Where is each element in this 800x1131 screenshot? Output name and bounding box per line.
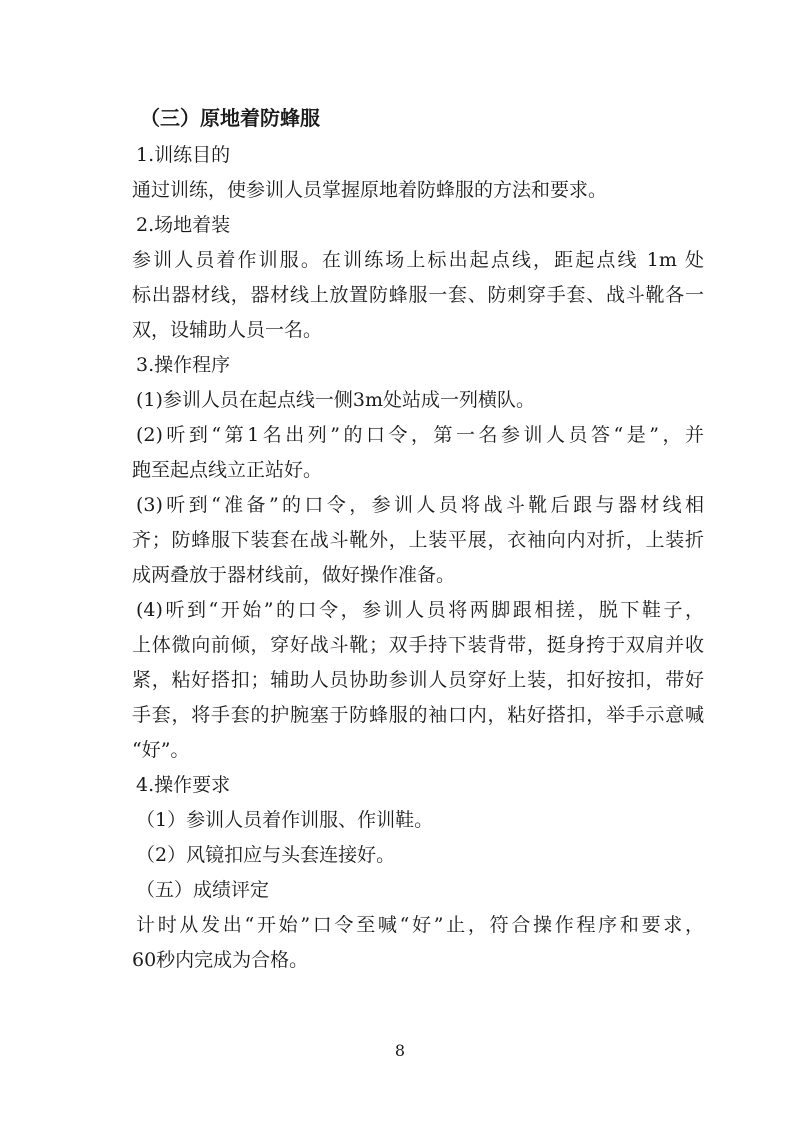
evaluation-line: 60秒内完成为合格。 [132, 949, 309, 971]
site-equipment-line: 标出器材线，器材线上放置防蜂服一套、防刺穿手套、战斗靴各一 [132, 284, 704, 306]
procedure-step-2: (2)听到“第1名出列”的口令，第一名参训人员答“是”，并 [136, 424, 704, 446]
procedure-step-3-cont: 齐；防蜂服下装套在战斗靴外，上装平展，衣袖向内对折，上装折 [132, 529, 704, 551]
site-equipment-line: 参训人员着作训服。在训练场上标出起点线，距起点线 1m 处 [132, 249, 704, 271]
requirements-heading: 4.操作要求 [136, 774, 231, 796]
procedure-step-4-cont: 上体微向前倾，穿好战斗靴；双手持下装背带，挺身挎于双肩并收 [132, 634, 704, 656]
procedure-step-4-cont: “好”。 [132, 739, 190, 761]
procedure-step-3: (3)听到“准备”的口令，参训人员将战斗靴后跟与器材线相 [136, 494, 704, 516]
procedure-step-4-cont: 紧，粘好搭扣；辅助人员协助参训人员穿好上装，扣好按扣，带好 [132, 669, 704, 691]
page-number: 8 [394, 1041, 406, 1060]
requirement-item: （1）参训人员着作训服、作训鞋。 [136, 809, 434, 831]
section-title: （三）原地着防蜂服 [140, 106, 320, 130]
evaluation-heading: （五）成绩评定 [136, 879, 270, 901]
procedure-step-4: (4)听到“开始”的口令，参训人员将两脚跟相搓，脱下鞋子， [136, 599, 704, 621]
site-equipment-heading: 2.场地着装 [136, 214, 231, 236]
procedure-step-4-cont: 手套，将手套的护腕塞于防蜂服的袖口内，粘好搭扣，举手示意喊 [132, 704, 704, 726]
training-goal-text: 通过训练，使参训人员掌握原地着防蜂服的方法和要求。 [132, 179, 608, 201]
procedure-step-3-cont: 成两叠放于器材线前，做好操作准备。 [132, 564, 456, 586]
procedure-heading: 3.操作程序 [136, 354, 231, 376]
evaluation-line: 计时从发出“开始”口令至喊“好”止，符合操作程序和要求， [136, 914, 704, 936]
site-equipment-line: 双，设辅助人员一名。 [132, 319, 323, 341]
requirement-item: （2）风镜扣应与头套连接好。 [136, 844, 396, 866]
training-goal-heading: 1.训练目的 [136, 144, 231, 166]
procedure-step-2-cont: 跑至起点线立正站好。 [132, 459, 323, 481]
procedure-step-1: (1)参训人员在起点线一侧3m处站成一列横队。 [136, 389, 536, 411]
